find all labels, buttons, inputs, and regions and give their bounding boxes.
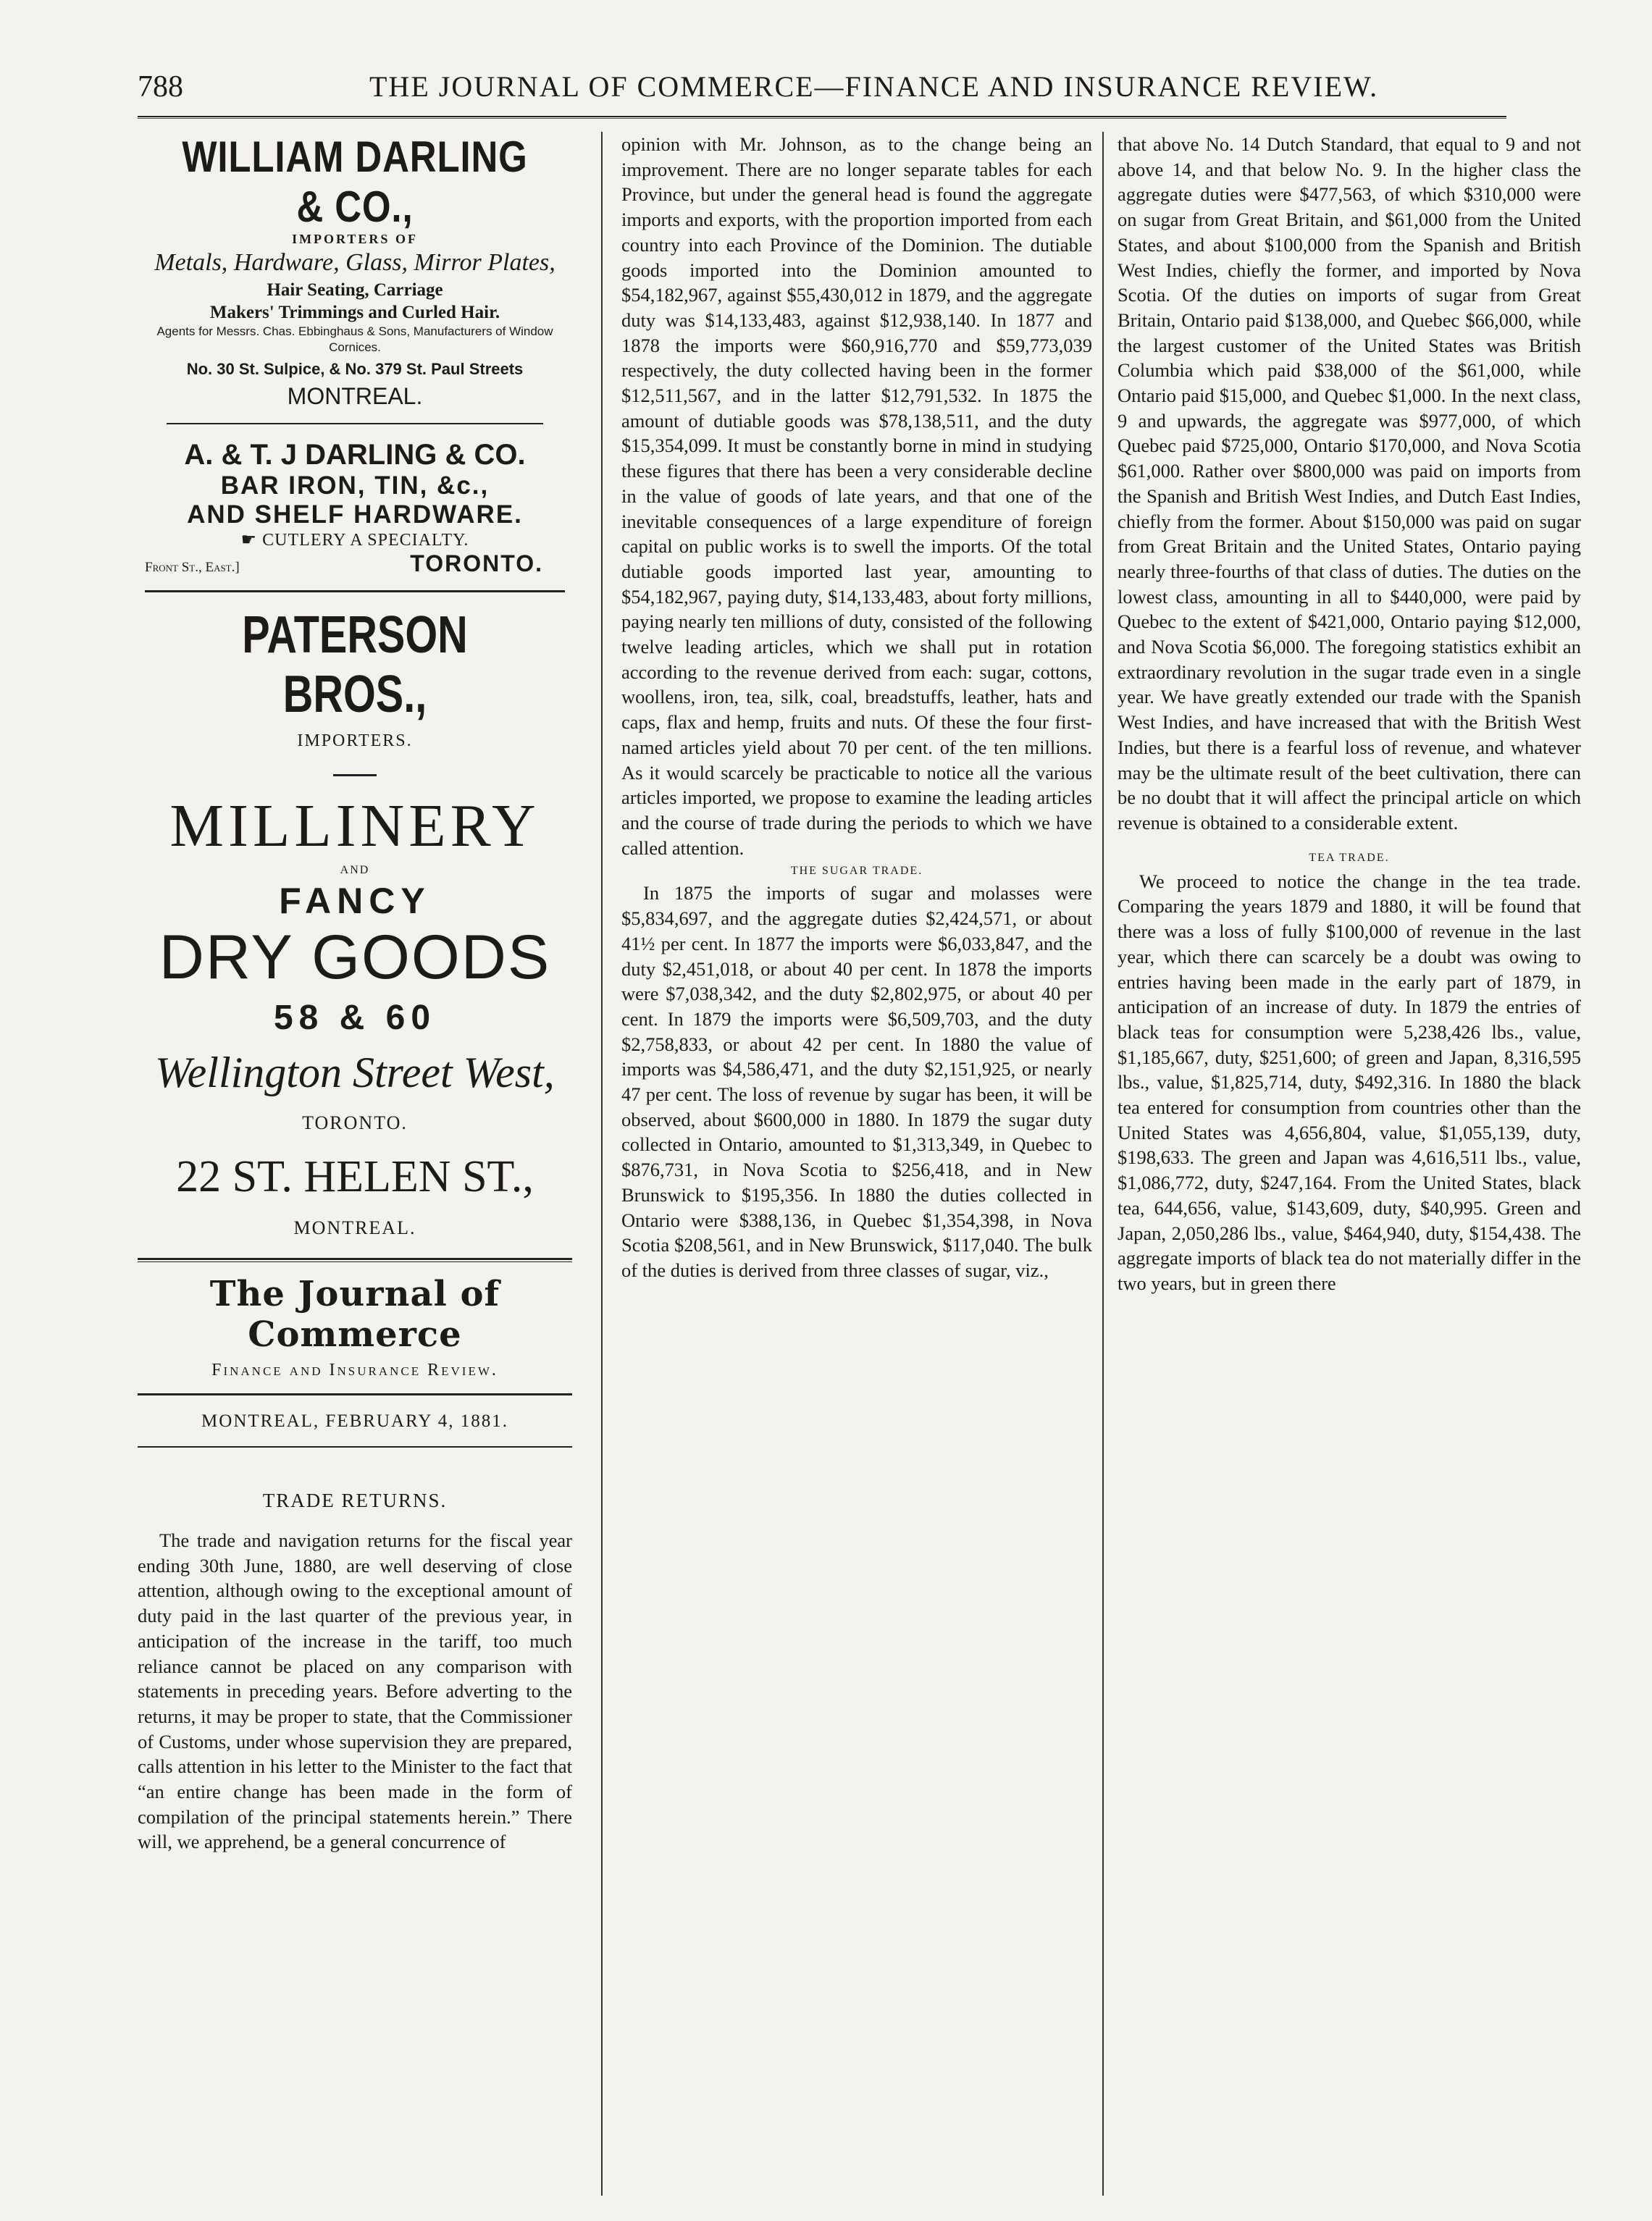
ad-darling-title: WILLIAM DARLING & CO., bbox=[182, 133, 528, 231]
page-header bbox=[138, 67, 1506, 117]
ad-at-darling-line1: BAR IRON, TIN, &c., bbox=[220, 471, 490, 500]
ad-darling-line1: Hair Seating, Carriage bbox=[267, 280, 443, 300]
ad-paterson-fancy: FANCY bbox=[279, 881, 431, 921]
pointing-hand-icon: ☛ bbox=[240, 531, 263, 550]
ad-at-darling bbox=[138, 439, 572, 577]
masthead-rule-bottom bbox=[138, 1393, 572, 1395]
ad-at-darling-specialty: ☛ CUTLERY A SPECIALTY. bbox=[240, 531, 469, 550]
ad-separator bbox=[145, 590, 565, 592]
column-1 bbox=[138, 132, 572, 1855]
ad-at-darling-line2: AND SHELF HARDWARE. bbox=[187, 500, 523, 529]
article-paragraph-2: opinion with Mr. Johnson, as to the change being an improvement. There are no longer separate tables for each Province, but under the general head is found the aggregate imports and exports, with the proportion imported from each country into each Province of the Dominion. The dutiable goods imported into the Dominion amounted to $54,182,967, against $55,430,012 in 1879, and the aggregate duty was $14,133,483, against $12,938,140. In 1877 and 1878 the imports were $60,916,770 and $59,773,039 respectively, the duty collected having been in the former $12,511,567, and in the latter $12,791,532. In 1875 the amount of dutiable goods was $78,138,511, and the duty $15,354,099. It must be constantly borne in mind in studying these figures that there has been a very considerable decline in the value of goods of late years, and that one of the inevitable consequences of a large expenditure of foreign capital on public works is to swell the imports. Of the total dutiable goods imported last year, amounting to $54,182,967, paying duty, $14,133,483, about forty millions, paying nearly ten millions of duty, consisted of the following twelve leading articles, which we shall put in rotation according to the revenue derived from each: sugar, cottons, woollens, iron, tea, silk, coal, breadstuffs, leather, hats and caps, flax and hemp, fruits and nuts. Of these the four first-named articles yield about 70 per cent. of the ten millions. As it would scarcely be practicable to notice all the various articles imported, we propose to examine the leading articles and the course of trade during the periods to which we have called attention. bbox=[621, 133, 1092, 859]
ad-darling-importers-of: IMPORTERS OF bbox=[292, 232, 418, 246]
ad-william-darling bbox=[138, 132, 572, 410]
tea-trade-heading: TEA TRADE. bbox=[1309, 851, 1390, 864]
dateline-rule bbox=[138, 1446, 572, 1448]
article-paragraph-sugar-cont: that above No. 14 Dutch Standard, that equal to 9 and not above 14, and that below No. 9. In the higher class the aggregate duties were $477,563, of which $310,000 were on sugar from Great Britain, and $61,000 from the United States, and about $100,000 from the Spanish and British West Indies, chiefly the former, and imported by Nova Scotia. Of the duties on imports of sugar from Great Britain, Ontario paid $138,000, and Quebec $66,000, while the largest customer of the United States was British Columbia which paid $38,000 of the $61,000, while Ontario paid $15,000, and Quebec $1,000. In the next class, 9 and upwards, the aggregate was $977,000, of which Quebec paid $725,000, Ontario $170,000, and Nova Scotia $61,000. Rather over $800,000 was paid on imports from the Spanish and British West Indies, and Dutch East Indies, chiefly from the former. About $150,000 was paid on sugar from Great Britain and the United States, Ontario paying nearly three-fourths of that class of duties. The duties on the lowest class, amounting in all to $440,000, were paid by Quebec to the extent of $421,000, Ontario paying $12,000, and Nova Scotia $6,000. The foregoing statistics exhibit an extraordinary revolution in the sugar trade even in a single year. We have greatly extended our trade with the Spanish West Indies, and have increased that with the British West Indies, but there is a fearful loss of revenue, and whatever may be the ultimate result of the beet cultivation, there can be no doubt that it will affect the principal article on which revenue is obtained to a considerable extent. bbox=[1118, 133, 1581, 834]
ad-paterson-city2: MONTREAL. bbox=[293, 1217, 416, 1238]
ad-paterson-bros bbox=[138, 605, 572, 1239]
masthead-rule-top bbox=[138, 1258, 572, 1262]
ad-paterson-millinery: MILLINERY bbox=[169, 792, 540, 860]
ad-paterson-title: PATERSON BROS., bbox=[242, 606, 468, 723]
column-divider-1 bbox=[601, 132, 603, 2196]
ad-at-darling-footer bbox=[138, 550, 572, 577]
page-number: 788 bbox=[138, 70, 183, 104]
running-title: THE JOURNAL OF COMMERCE—FINANCE AND INSURANCE REVIEW. bbox=[369, 70, 1379, 103]
column-3 bbox=[1118, 132, 1581, 1296]
ad-darling-address: No. 30 St. Sulpice, & No. 379 St. Paul Streets bbox=[186, 360, 524, 378]
article-paragraph-1: The trade and navigation returns for the fiscal year ending 30th June, 1880, are well deserving of close attention, although owing to the exceptional amount of duty paid in the last quarter of the previous year, in anticipation of the increase in the tariff, too much reliance cannot be placed on any comparison with statements in preceding years. Before adverting to the returns, it may be proper to state, that the Commissioner of Customs, under whose supervision they are prepared, calls attention in his letter to the Minister to the fact that “an entire change has been made in the form of compilation of the principal statements herein.” There will, we apprehend, be a general concurrence of bbox=[138, 1529, 572, 1853]
ad-darling-line2: Makers' Trimmings and Curled Hair. bbox=[209, 303, 500, 322]
ad-paterson-dash bbox=[333, 774, 377, 776]
ad-paterson-numbers: 58 & 60 bbox=[273, 999, 437, 1037]
article-paragraph-tea: We proceed to notice the change in the tea trade. Comparing the years 1879 and 1880, it will be found that there was a loss of fully $100,000 of revenue in the last year, which there can scarcely be a doubt was owing to entries having been made in the early part of 1879, in anticipation of an increase of duty. In 1879 the entries of black teas for consumption were 5,238,426 lbs., value, $1,185,667, duty, $251,600; of green and Japan, 8,316,595 lbs., value, $1,825,714, duty, $492,316. In 1880 the black tea entered for consumption from countries other than the United States was 4,656,804, value, $1,055,139, duty, $198,633. The green and Japan was 4,616,511 lbs., value, $1,086,772, duty, $247,164. From the United States, black tea, 644,656, value, $143,609, duty, $40,995. Green and Japan, 2,050,286 lbs., value, $464,940, duty, $154,438. The aggregate imports of black tea do not materially differ in the two years, but in green there bbox=[1118, 870, 1581, 1294]
article-heading: TRADE RETURNS. bbox=[262, 1490, 448, 1511]
header-rule bbox=[138, 116, 1506, 119]
dateline: MONTREAL, FEBRUARY 4, 1881. bbox=[201, 1411, 508, 1431]
masthead-subtitle: Finance and Insurance Review. bbox=[211, 1361, 498, 1380]
ad-paterson-and: AND bbox=[340, 864, 370, 876]
ad-paterson-address2: 22 ST. HELEN ST., bbox=[176, 1152, 534, 1201]
column-2 bbox=[621, 132, 1092, 1283]
masthead bbox=[138, 1274, 572, 1380]
ad-darling-goods: Metals, Hardware, Glass, Mirror Plates, bbox=[154, 249, 555, 276]
ad-at-darling-city: TORONTO. bbox=[410, 550, 543, 576]
ad-separator bbox=[167, 423, 543, 424]
ad-darling-agents: Agents for Messrs. Chas. Ebbinghaus & Sons, Manufacturers of Window Cornices. bbox=[156, 324, 553, 354]
ad-at-darling-address: Front St., East.] bbox=[145, 560, 240, 575]
ad-at-darling-title: A. & T. J DARLING & CO. bbox=[184, 439, 526, 471]
column-divider-2 bbox=[1102, 132, 1104, 2196]
ad-paterson-street: Wellington Street West, bbox=[155, 1049, 555, 1096]
ad-darling-city: MONTREAL. bbox=[287, 383, 423, 409]
article-paragraph-sugar: In 1875 the imports of sugar and molasses were $5,834,697, and the aggregate duties $2,424,571, or about 41½ per cent. In 1877 the imports were $6,033,847, and the duty $2,451,018, or about 40 per cent. In 1878 the imports were $7,038,342, and the duty $2,802,975, or about 40 per cent. In 1879 the imports were $6,509,703, and the duty $2,758,833, or about 42 per cent. In 1880 the value of imports was $4,586,471, and the duty $2,151,925, or nearly 47 per cent. The loss of revenue by sugar has been, it will be observed, about $600,000 in 1880. In 1879 the sugar duty collected in Ontario, amounted to $1,313,349, in Quebec to $876,731, in Nova Scotia to $256,418, and in New Brunswick to $195,356. In 1880 the duties collected in Ontario were $388,136, in Quebec $1,354,398, in Nova Scotia $208,561, and in New Brunswick, $117,040. The bulk of the duties is derived from three classes of sugar, viz., bbox=[621, 882, 1092, 1281]
ad-paterson-dry-goods: DRY GOODS bbox=[159, 923, 551, 992]
masthead-title: The Journal of Commerce bbox=[209, 1274, 500, 1355]
ad-paterson-importers: IMPORTERS. bbox=[297, 731, 413, 750]
sugar-trade-heading: THE SUGAR TRADE. bbox=[790, 865, 923, 878]
ad-paterson-city1: TORONTO. bbox=[302, 1112, 408, 1133]
